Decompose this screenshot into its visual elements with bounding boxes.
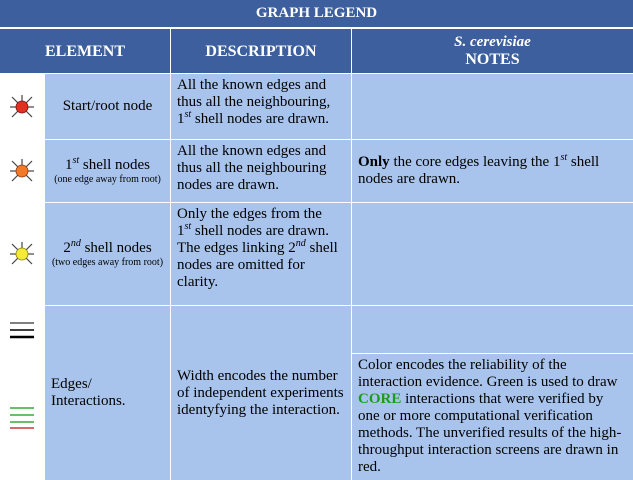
root-node-notes: [352, 74, 633, 139]
edges-icon-bottom-cell: [0, 354, 44, 480]
first-shell-notes: [352, 140, 633, 202]
red-node-icon: [9, 94, 35, 120]
yellow-node-icon: [9, 241, 35, 267]
header-element: [0, 29, 170, 73]
first-shell-num: 1: [65, 156, 73, 173]
edges-icon-top-cell: [0, 306, 44, 353]
colored-lines-icon: [9, 404, 35, 430]
first-shell-sup: st: [72, 154, 80, 166]
second-shell-notes: [352, 203, 633, 305]
second-desc-b-tail: shell nodes are drawn.: [194, 223, 330, 239]
second-shell-sub: (two edges away from root): [51, 256, 164, 268]
second-desc-c: The edges linking 2: [177, 240, 296, 256]
edges-notes-empty: [352, 306, 633, 353]
edges-label-text: Edges/ Interactions.: [51, 376, 126, 409]
second-shell-num: 2: [63, 239, 71, 256]
root-node-icon-cell: [0, 74, 44, 139]
second-desc-a: Only the edges from the: [177, 206, 322, 222]
edges-notes-core: CORE: [358, 391, 402, 407]
first-shell-icon-cell: [0, 140, 44, 202]
second-shell-tail: shell nodes: [84, 239, 152, 256]
second-shell-label: [45, 203, 170, 305]
header-element-label: ELEMENT: [44, 42, 125, 60]
orange-node-icon: [9, 158, 35, 184]
root-desc-num: 1: [177, 111, 185, 127]
second-shell-description: [171, 203, 351, 305]
first-notes-tail: shell nodes are drawn.: [358, 154, 600, 187]
first-shell-desc-text: All the known edges and thus all the neighbouring nodes are drawn.: [177, 143, 327, 193]
first-shell-tail: shell nodes: [82, 156, 150, 173]
second-desc-b-num: 1: [177, 223, 185, 239]
black-lines-icon: [9, 320, 35, 340]
root-node-label-text: Start/root node: [62, 98, 153, 114]
edges-notes-a: Color encodes the reliability of the interaction evidence. Green is used to draw: [358, 357, 618, 390]
second-desc-c-sup: nd: [295, 238, 306, 249]
first-notes-sup: st: [560, 152, 568, 163]
first-shell-description: [171, 140, 351, 202]
second-desc-b-sup: st: [184, 221, 192, 232]
header-notes: [352, 29, 633, 73]
edges-desc-text: Width encodes the number of independent experiments identyfying the interaction.: [177, 367, 344, 418]
second-shell-icon-cell: [0, 203, 44, 305]
header-notes-species: S. cerevisiae: [454, 34, 531, 50]
header-description-label: DESCRIPTION: [205, 42, 317, 60]
edges-notes: [352, 354, 633, 480]
root-node-label: [45, 74, 170, 139]
second-desc-d: shell nodes are omitted for clarity.: [177, 240, 338, 290]
second-shell-sup: nd: [70, 237, 81, 249]
legend-title: GRAPH LEGEND: [0, 0, 633, 28]
first-shell-label: [45, 140, 170, 202]
edges-description: [171, 306, 351, 480]
edges-label: [45, 306, 170, 480]
first-notes-mid: the core edges leaving the 1: [393, 154, 561, 170]
root-desc-tail: shell nodes are drawn.: [194, 111, 330, 127]
header-description: [171, 29, 351, 73]
first-notes-bold: Only: [358, 154, 390, 170]
header-notes-label: NOTES: [465, 51, 520, 68]
root-node-description: [171, 74, 351, 139]
first-shell-sub: (one edge away from root): [54, 173, 161, 185]
edges-notes-b: interactions that were verified by one or more computational verification methods. The unverified results of the high-throughput interaction screens are drawn in red.: [358, 391, 622, 475]
root-desc-text: All the known edges and thus all the neighbouring,: [177, 77, 331, 110]
root-desc-sup: st: [184, 109, 192, 120]
